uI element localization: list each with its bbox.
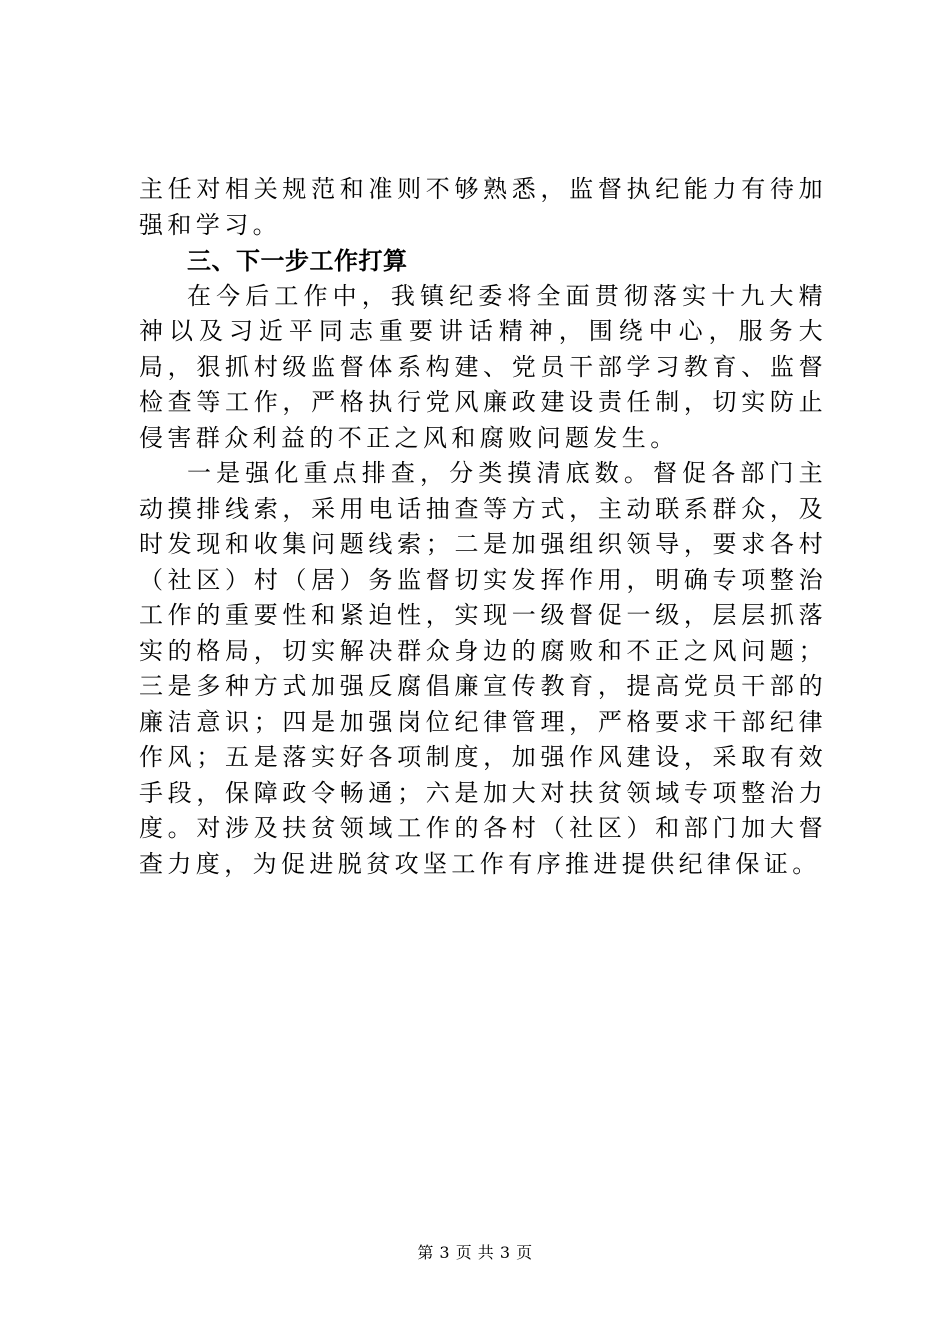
paragraph-plan-measures: 一是强化重点排查，分类摸清底数。督促各部门主动摸排线索，采用电话抽查等方式，主动联系群众，及时发现和收集问题线索；二是加强组织领导，要求各村（社区）村（居）务监督切实发挥作用，明确专项整治工作的重要性和紧迫性，实现一级督促一级，层层抓落实的格局，切实解决群众身边的腐败和不正之风问题；三是多种方式加强反腐倡廉宣传教育，提高党员干部的廉洁意识；四是加强岗位纪律管理，严格要求干部纪律作风；五是落实好各项制度，加强作风建设，采取有效手段，保障政令畅通；六是加大对扶贫领域专项整治力度。对涉及扶贫领域工作的各村（社区）和部门加大督查力度，为促进脱贫攻坚工作有序推进提供纪律保证。 — [139, 459, 827, 878]
paragraph-continuation: 主任对相关规范和准则不够熟悉，监督执纪能力有待加强和学习。 — [139, 175, 827, 239]
paragraph-plan-overview: 在今后工作中，我镇纪委将全面贯彻落实十九大精神以及习近平同志重要讲话精神，围绕中心，服务大局，狠抓村级监督体系构建、党员干部学习教育、监督检查等工作，严格执行党风廉政建设责任制，切实防止侵害群众利益的不正之风和腐败问题发生。 — [139, 281, 827, 452]
page-footer: 第 3 页 共 3 页 — [417, 1243, 533, 1262]
document-body — [139, 172, 827, 882]
section-heading: 三、下一步工作打算 — [187, 246, 408, 275]
